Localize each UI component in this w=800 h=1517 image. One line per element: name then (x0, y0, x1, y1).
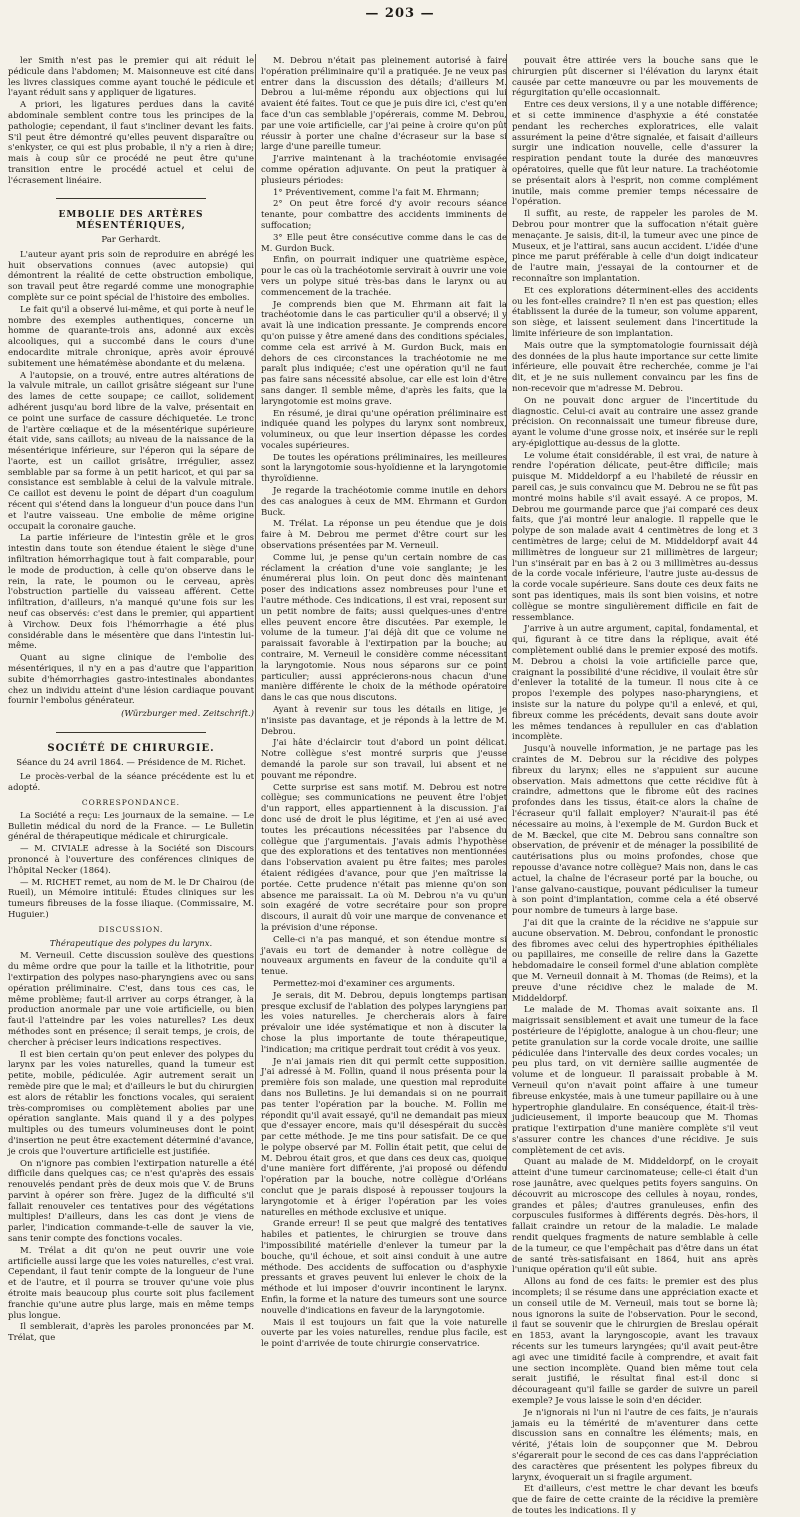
paragraph: pouvait être attirée vers la bouche sans que le chirurgien pût discerner si l'élévation du larynx était causée par cette manœuvre ou par les mouvements de régurgitation qu'elle occasionnait. (512, 56, 758, 99)
paragraph: Jusqu'à nouvelle information, je ne partage pas les craintes de M. Debrou sur la récidive des polypes fibreux du larynx; elles ne s'appuient sur aucune observation. Mais admettons que cette récidive fût à craindre, admettons que le fibrome eût des racines profondes dans les tissus, était-ce alors la chaîne de l'écraseur qu'il fallait employer? N'aurait-il pas été nécessaire au moins, à l'exemple de M. Gurdon Buck et de M. Bæckel, que cite M. Debrou sans connaître son observation, de prévenir et de ménager la possibilité de cautérisations plus ou moins profondes, chose que repousse d'avance notre collègue? Mais non, dans le cas actuel, la chaîne de l'écraseur porté par la bouche, ou l'anse galvano-caustique, pouvant pédiculiser la tumeur à son point d'implantation, comme cela a été observé pour nombre de tumeurs à large base. (512, 744, 758, 917)
paragraph: Enfin, on pourrait indiquer une quatrième espèce, pour le cas où la trachéotomie servirait à ouvrir une voie vers un polype situé très-bas dans le larynx ou au commencement de la trachée. (261, 255, 507, 298)
paragraph: J'ai dit que la crainte de la récidive ne s'appuie sur aucune observation. M. Debrou, confondant le pronostic des fibromes avec celui des hypertrophies épithéliales ou papillaires, me conseille de relire dans la Gazette hebdomadaire le conseil formel d'une ablation complète que M. Verneuil donnait à M. Thomas (de Reims), et la preuve d'une récidive chez le malade de M. Middeldorpf. (512, 917, 758, 1004)
paragraph: — M. CIVIALE adresse à la Société son Discours prononcé à l'ouverture des conférences cliniques de l'hôpital Necker (1864). (8, 844, 254, 876)
paragraph: Entre ces deux versions, il y a une notable différence; et si cette imminence d'asphyxie a été constatée pendant les recherches exploratrices, elle valait assurément la peine d'être signalée, et faisait d'ailleurs surgir une indication nouvelle, celle d'assurer la respiration pendant toute la durée des manœuvres opératoires, quelle que fût leur nature. La trachéotomie se présentait alors à l'esprit, non comme complément inutile, mais comme premier temps nécessaire de l'opération. (512, 100, 758, 208)
paragraph: M. Debrou n'était pas pleinement autorisé à faire l'opération préliminaire qu'il a pratiquée. Je ne veux pas entrer dans la discussion des détails; d'ailleurs M. Debrou a lui-même répondu aux objections qui lui avaient été faites. Tout ce que je puis dire ici, c'est qu'en face d'un cas semblable j'opérerais, comme M. Debrou, par une voie artificielle, car j'ai peine à croire qu'on pût réussir à porter une chaîne d'écraseur sur la base si large d'une pareille tumeur. (261, 56, 507, 153)
paragraph: Le procès-verbal de la séance précédente est lu et adopté. (8, 772, 254, 794)
paragraph: Le volume était considérable, il est vrai, de nature à rendre l'opération délicate, peut-être difficile; mais puisque M. Middeldorpf a eu l'habileté de réussir en pareil cas, je suis convaincu que M. Debrou ne se fût pas montré moins habile s'il avait essayé. A ce propos, M. Debrou me gourmande parce que j'ai comparé ces deux faits, que j'ai montré leur analogie. Il rappelle que le polype de son malade avait 4 centimètres de long et 3 centimètres de large; celui de M. Middeldorpf avait 44 millimètres de longueur sur 21 millimètres de largeur; l'un s'insérait par en bas à 2 ou 3 millimètres au-dessus de la corde vocale inférieure, l'autre juste au-dessus de la corde vocale supérieure. Sans doute ces deux faits ne sont pas identiques, mais ils sont bien voisins, et notre collègue se montre singulièrement difficile en fait de ressemblance. (512, 450, 758, 623)
paragraph: Il est bien certain qu'on peut enlever des polypes du larynx par les voies naturelles, quand la tumeur est petite, mobile, pédiculée. Agir autrement serait un remède pire que le mal; et d'ailleurs le but du chirurgien est alors de rétablir les fonctions vocales, qui seraient très-compromises ou complètement abolies par une opération sanglante. Mais quand il y a des polypes multiples ou des tumeurs volumineuses dont le point d'insertion ne peut être exactement déterminé d'avance, je crois que l'ouverture artificielle est justifiée. (8, 1049, 254, 1157)
paragraph: Mais il est toujours un fait que la voie naturelle ouverte par les voies naturelles, rendue plus facile, est le point d'arrivée de toute chirurgie conservatrice. (261, 1317, 507, 1350)
paragraph: Je n'ignorais ni l'un ni l'autre de ces faits, je n'aurais jamais eu la témérité de m'aventurer dans cette discussion sans en connaître les éléments; mais, en vérité, j'étais loin de soupçonner que M. Debrou s'égarerait pour le second de ces cas dans l'appréciation des caractères que présentent les polypes fibreux du larynx, évoquerait un si fragile argument. (512, 1407, 758, 1483)
paragraph: Il suffit, au reste, de rappeler les paroles de M. Debrou pour montrer que la suffocation n'était guère menaçante. Je saisis, dit-il, la tumeur avec une pince de Museux, et je l'attirai, sans aucun accident. L'idée d'une pince me parut préférable à celle d'un doigt indicateur de l'autre main, j'essayai de la contourner et de reconnaître son implantation. (512, 209, 758, 284)
paragraph: La partie inférieure de l'intestin grêle et le gros intestin dans toute son étendue étaient le siège d'une infiltration hémorrhagique tout à fait comparable, pour le mode de production, à celle qu'on observe dans le rein, la rate, le poumon ou le cerveau, après l'obstruction partielle du vaisseau afférent. Cette infiltration, d'ailleurs, n'a manqué qu'une fois sur les neuf cas observés: c'est dans le premier, qui appartient à Virchow. Deux fois l'hémorrhagie a été plus considérable dans le mésentère que dans l'intestin lui-même. (8, 533, 254, 652)
paragraph: M. Trélat a dit qu'on ne peut ouvrir une voie artificielle aussi large que les voies naturelles, c'est vrai. Cependant, il faut tenir compte de la longueur de l'une et de l'autre, et il pourra se trouver qu'une voie plus étroite mais beaucoup plus courte soit plus facilement franchie qu'une autre plus large, mais en même temps plus longue. (8, 1245, 254, 1321)
paragraph: Comme lui, je pense qu'un certain nombre de cas réclament la création d'une voie sanglante; je les énumérerai plus loin. On peut donc dès maintenant poser des indications assez nombreuses pour l'une et l'autre méthode. Ces indications, il est vrai, reposent sur un petit nombre de faits; aussi quelques-unes d'entre elles peuvent encore être discutées. Par exemple, le volume de la tumeur. J'ai déjà dit que ce volume ne paraissait favorable à l'extirpation par la bouche; au contraire, M. Verneuil le considère comme nécessitant la laryngotomie. Nous nous séparons sur ce point particulier; aussi apprécierons-nous chacun d'une manière différente le choix de la méthode opératoire dans le cas que nous discutons. (261, 552, 507, 704)
article-heading: EMBOLIE DES ARTÈRES MÉSENTÉRIQUES, (58, 210, 204, 232)
paragraph: Mais outre que la symptomatologie fournissait déjà des données de la plus haute importance sur cette limite inférieure, elle pouvait être recherchée, comme je l'ai dit, et je ne suis nullement convaincu par les fins de non-recevoir que m'adresse M. Debrou. (512, 340, 758, 394)
paragraph: Permettez-moi d'examiner ces arguments. (273, 978, 455, 989)
separator (8, 194, 254, 205)
paragraph: Et d'ailleurs, c'est mettre le char devant les bœufs que de faire de cette crainte de la récidive la première de toutes les indications. Il y (512, 1484, 758, 1516)
paragraph: De toutes les opérations préliminaires, les meilleures sont la laryngotomie sous-hyoïdienne et la laryngotomie thyroïdienne. (261, 452, 507, 485)
society-heading: SOCIÉTÉ DE CHIRURGIE. (47, 742, 215, 754)
page-number: — 203 — (365, 6, 435, 21)
paragraph: Quant au malade de M. Middeldorpf, on le croyait atteint d'une tumeur carcinomateuse; celle-ci était d'un rose jaunâtre, avec quelques petits foyers sanguins. On découvrit au microscope des cellules à noyau, rondes, grandes et pâles; d'autres granuleuses, enfin des corpuscules fusiformes à différents degrés. Dès-hors, il fallait craindre un retour de la maladie. Le malade rendit quelques fragments de nature semblable à celle de la tumeur, ce que l'empêchait pas d'être dans un état de santé très-satisfaisant en 1864, huit ans après l'unique opération qu'il eût subie. (512, 1157, 758, 1276)
paragraph: Allons au fond de ces faits: le premier est des plus incomplets; il se résume dans une appréciation exacte et un conseil utile de M. Verneuil, mais tout se borne là; nous ignorons la suite de l'observation. Pour le second, il faut se souvenir que le chirurgien de Breslau opérait en 1853, avant la laryngoscopie, avant les travaux récents sur les tumeurs laryngées; qu'il avait peut-être agi avec une timidité facile à comprendre, et avait fait une section incomplète. Quand bien même tout cela serait justifié, le résultat final est-il donc si décourageant qu'il faille se garder de suivre un pareil exemple? Je vous laisse le soin d'en décider. (512, 1277, 758, 1407)
paragraph: La Société a reçu: Les journaux de la semaine. — Le Bulletin médical du nord de la France. — Le Bulletin général de thérapeutique médicale et chirurgicale. (8, 810, 254, 843)
paragraph: Le malade de M. Thomas avait soixante ans. Il maigrissait sensiblement et avait une tumeur de la face postérieure de l'épiglotte, analogue à un chou-fleur; une petite granulation sur la corde vocale droite, une saillie pédiculée dans l'intervalle des deux cordes vocales; un peu plus tard, on vit dernière saillie augmentée de volume et de longueur. Il paraissait probable à M. Verneuil qu'on n'avait point affaire à une tumeur fibreuse enkystée, mais à une tumeur papillaire ou à une hypertrophie glandulaire. En conséquence, était-il très-judicieusement, il importe beaucoup que M. Thomas pratique l'extirpation d'une manière complète s'il veut s'assurer contre les chances d'une récidive. Je suis complètement de cet avis. (512, 1005, 758, 1156)
paragraph: Le fait qu'il a observé lui-même, et qui porte à neuf le nombre des exemples authentiques, concerne un homme de quarante-trois ans, adonné aux excès alcooliques, qui a succombé dans le cours d'une endocardite mitrale chronique, après avoir éprouvé subitement une hématémèse abondante et du melæna. (8, 304, 254, 369)
separator (8, 727, 254, 738)
paragraph: Celle-ci n'a pas manqué, et son étendue montre si j'avais eu tort de demander à notre collègue de nouveaux arguments en faveur de la conduite qu'il a tenue. (261, 934, 507, 978)
session-line: Séance du 24 avril 1864. — Présidence de M. Richet. (16, 757, 246, 768)
column-right (512, 56, 758, 1516)
paragraph: M. Trélat. La réponse un peu étendue que je dois faire à M. Debrou me permet d'être court sur les observations présentées par M. Verneuil. (261, 519, 507, 552)
article-author: Par Gerhardt. (101, 234, 161, 245)
paragraph: 1° Préventivement, comme l'a fait M. Ehrmann; (273, 187, 480, 198)
correspondance-heading: CORRESPONDANCE. (81, 798, 181, 807)
paragraph: En résumé, je dirai qu'une opération préliminaire est indiquée quand les polypes du larynx sont nombreux, volumineux, ou que leur insertion dépasse les cordes vocales supérieures. (261, 408, 507, 451)
discussion-heading: DISCUSSION. (98, 924, 164, 934)
paragraph: On n'ignore pas combien l'extirpation naturelle a été difficile dans quelques cas; ce n'est qu'après des essais renouvelés pendant près de deux mois que V. de Bruns parvint à opérer son frère. Jugez de la difficulté s'il fallait renouveler ces tentatives pour des végétations multiples! D'ailleurs, dans les cas dont je viens de parler, l'indication commande-t-elle de sauver la vie, sans tenir compte des fonctions vocales. (8, 1158, 254, 1245)
paragraph: Je n'ai jamais rien dit qui permît cette supposition. J'ai adressé à M. Follin, quand il nous présenta pour la première fois son malade, une question mal reproduite dans nos Bulletins. Je lui demandais si on ne pourrait pas tenter l'opération par la bouche. M. Follin me répondit qu'il avait essayé, qu'il ne demandait pas mieux que d'essayer encore, mais qu'il désespérait du succès par cette méthode. Je me tins pour satisfait. De ce que le polype observé par M. Follin était petit, que celui de M. Debrou était gros, et que dans ces deux cas, quoique d'une manière fort différente, j'ai proposé ou défendu l'opération par la bouche, notre collègue d'Orléans conclut que je parais disposé à repousser toujours la laryngotomie et à ériger l'opération par les voies naturelles en méthode exclusive et unique. (261, 1056, 507, 1218)
paragraph: L'auteur ayant pris soin de reproduire en abrégé les huit observations connues (avec autopsie) qui démontrent la réalité de cette obstruction embolique, son travail peut être regardé comme une monographie complète sur ce point spécial de l'histoire des embolies. (8, 249, 254, 303)
column-middle (261, 56, 507, 1350)
paragraph: Cette surprise est sans motif. M. Debrou est notre collègue; ses communications ne peuvent être l'objet d'un rapport, elles appartiennent à la discussion. J'ai donc usé de droit le plus légitime, et j'en ai usé avec toutes les précautions nécessitées par l'absence du collègue que j'argumentais. J'avais admis l'hypothèse que des explorations et des tentatives non mentionnées dans l'observation avaient pu être faites; mes paroles étaient rédigées d'avance, pour que j'en maîtrisse la portée. Cette prudence n'était pas mienne qu'on son absence me paraissait. La où M. Debrou n'a vu qu'un soin exagéré de votre secrétaire pour son propre discours, il aurait dû voir une marque de convenance et la prévision d'une réponse. (261, 782, 507, 933)
paragraph: Je regarde la trachéotomie comme inutile en dehors des cas analogues à ceux de MM. Ehrmann et Gurdon Buck. (261, 486, 507, 518)
paragraph: J'arrive maintenant à la trachéotomie envisagée comme opération adjuvante. On peut la pratiquer à plusieurs périodes: (261, 154, 507, 186)
paragraph: Quant au signe clinique de l'embolie des mésentériques, il n'y en a pas d'autre que l'apparition subite d'hémorrhagies gastro-intestinales abondantes chez un individu atteint d'une lésion cardiaque pouvant fournir l'embolus générateur. (8, 653, 254, 707)
paragraph: A priori, les ligatures perdues dans la cavité abdominale semblent contre tous les principes de la pathologie; cependant, il faut s'incliner devant les faits. S'il peut être démontré qu'elles peuvent disparaître ou s'enkyster, ce qui est plus probable, il n'y a rien à dire; mais à coup sûr ce procédé ne peut être qu'une transition entre le procédé actuel et celui de l'écrasement linéaire. (8, 100, 254, 186)
article-source: (Würzburger med. Zeitschrift.) (121, 709, 254, 720)
paragraph: Je comprends bien que M. Ehrmann ait fait la trachéotomie dans le cas particulier qu'il a observé; il y avait là une indication pressante. Je comprends encore qu'on puisse y être amené dans des conditions spéciales, comme cela est arrivé à M. Gurdon Buck, mais en dehors de ces circonstances la trachéotomie ne me paraît plus indiquée; c'est une opération qu'il ne faut pas faire sans nécessité absolue, car elle est loin d'être sans danger. Il semble même, d'après les faits, que la laryngotomie est moins grave. (261, 299, 507, 407)
paragraph: J'arrive à un autre argument, capital, fondamental, et qui, figurant à ce titre dans la réplique, avait été complètement oublié dans le premier exposé des motifs. M. Debrou a choisi la voie artificielle parce que, craignant la possibilité d'une récidive, il voulait être sûr d'enlever la totalité de la tumeur. Il nous cite à ce propos l'exemple des polypes naso-pharyngiens, et insiste sur la nature du polype qu'il a enlevé, et qui, fibreux comme les précédents, devait sans doute avoir les mêmes tendances à repulluler en cas d'ablation incomplète. (512, 624, 758, 743)
paragraph: Ayant à revenir sur tous les détails en litige, je n'insiste pas davantage, et je réponds à la lettre de M. Debrou. (261, 705, 507, 737)
paragraph: 2° On peut être forcé d'y avoir recours séance tenante, pour combattre des accidents imminents de suffocation; (261, 199, 507, 231)
paragraph: Et ces explorations déterminent-elles des accidents ou les font-elles craindre? Il n'en est pas question; elles établissent la durée de la tumeur, son volume apparent, son siège, et laissent seulement dans l'incertitude la limite inférieure de son implantation. (512, 285, 758, 339)
paragraph: A l'autopsie, on a trouvé, entre autres altérations de la valvule mitrale, un caillot grisâtre siégeant sur l'une des lames de cette soupape; ce caillot, solidement adhérent jusqu'au bord libre de la valve, présentait en ce point une surface de cassure déchiquetée. Le tronc de l'artère cœliaque et de la mésentérique supérieure était vide, sans caillots; au niveau de la naissance de la mésentérique inférieure, sur l'éperon qui la sépare de l'aorte, est un caillot grisâtre, irrégulier, assez semblable par sa forme à un petit haricot, et qui par sa consistance est semblable à celui de la valvule mitrale. Ce caillot est devenu le point de départ d'un coagulum récent qui s'étend dans la longueur d'un pouce dans l'un et l'autre vaisseau. Une embolie de même origine occupait la coronaire gauche. (8, 370, 254, 532)
paragraph: Grande erreur! Il se peut que malgré des tentatives habiles et patientes, le chirurgien se trouve dans l'impossibilité matérielle d'enlever la tumeur par la bouche, qu'il échoue, et soit ainsi conduit à une autre méthode. Des accidents de suffocation ou d'asphyxie pressants et graves peuvent lui enlever le choix de la méthode et lui imposer d'ouvrir incontinent le larynx. Enfin, la forme et la nature des tumeurs sont une source nouvelle d'indications en faveur de la laryngotomie. (261, 1219, 507, 1316)
paragraph: — M. RICHET remet, au nom de M. le Dr Chairou (de Rueil), un Mémoire intitulé: Études cliniques sur les tumeurs fibreuses de la fosse iliaque. (Commissaire, M. Huguier.) (8, 877, 254, 920)
column-divider (255, 54, 256, 1170)
paragraph: ler Smith n'est pas le premier qui ait réduit le pédicule dans l'abdomen; M. Maisonneuve est cité dans les livres classiques comme ayant touché le pédicule et l'ayant réduit sans y appliquer de ligatures. (8, 56, 254, 99)
column-left (8, 56, 254, 1344)
paragraph: On ne pouvait donc arguer de l'incertitude du diagnostic. Celui-ci avait au contraire une assez grande précision. On reconnaissait une tumeur fibreuse dure, ayant le volume d'une grosse noix, et insérée sur le repli ary-épiglottique au-dessus de la glotte. (512, 395, 758, 449)
paragraph: J'ai hâte d'éclaircir tout d'abord un point délicat. Notre collègue s'est montré surpris que j'eusse demandé la parole sur son travail, lui absent et ne pouvant me répondre. (261, 738, 507, 781)
paragraph: Je serais, dit M. Debrou, depuis longtemps partisan presque exclusif de l'ablation des polypes laryngiens par les voies naturelles. Je chercherais alors à faire prévaloir une idée systématique et non à discuter la chose la plus importante de toute thérapeutique, l'indication; ma critique perdrait tout crédit à vos yeux. (261, 990, 507, 1055)
paragraph: M. Verneuil. Cette discussion soulève des questions du même ordre que pour la taille et la lithotritie, pour l'extirpation des polypes naso-pharyngiens avec ou sans opération préliminaire. C'est, dans tous ces cas, le même problème; faut-il arriver au corps étranger, à la production anormale par une voie artificielle, ou bien faut-il l'atteindre par les voies naturelles? Les deux méthodes sont en présence; il serait temps, je crois, de chercher à préciser leurs indications respectives. (8, 951, 254, 1048)
discussion-subtitle: Thérapeutique des polypes du larynx. (49, 938, 213, 949)
paragraph: 3° Elle peut être consécutive comme dans le cas de M. Gurdon Buck. (261, 232, 507, 254)
paragraph: Il semblerait, d'après les paroles prononcées par M. Trélat, que (8, 1322, 254, 1344)
